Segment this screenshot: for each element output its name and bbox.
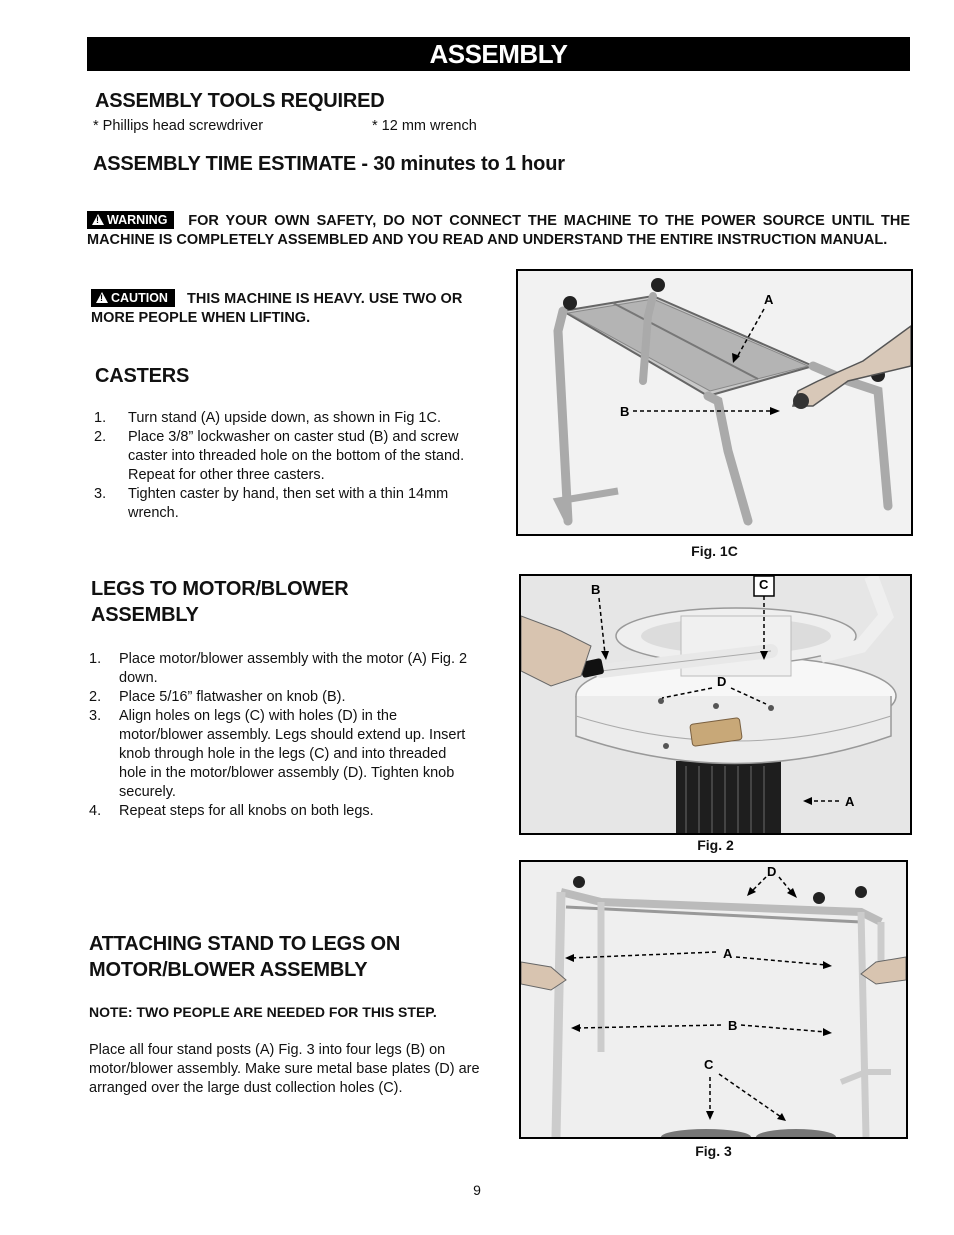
- fig3-label-d: D: [767, 864, 777, 879]
- fig3-label-a: A: [723, 946, 733, 961]
- warning-text: FOR YOUR OWN SAFETY, DO NOT CONNECT THE MACHINE TO THE POWER SOURCE UNTIL THE MACHINE IS COMPLETELY ASSEMBLED AND YOU READ AND UNDERSTAND THE ENTIRE INSTRUCTION MANUAL.: [87, 213, 910, 248]
- caution-text: THIS MACHINE IS HEAVY. USE TWO OR MORE PEOPLE WHEN LIFTING.: [91, 291, 463, 326]
- page-number: 9: [473, 1182, 481, 1198]
- fig2-label-b: B: [591, 582, 601, 597]
- legs-steps: [89, 650, 469, 821]
- figure-3-illustration: [521, 862, 906, 1137]
- figure-2-illustration: [521, 576, 910, 833]
- list-item: 1. Turn stand (A) upside down, as shown in Fig 1C.: [94, 410, 441, 426]
- fig2-label-a: A: [845, 794, 855, 809]
- fig3-label-c: C: [704, 1057, 714, 1072]
- stand-heading: ATTACHING STAND TO LEGS ON MOTOR/BLOWER ASSEMBLY: [89, 933, 401, 981]
- tools-heading: ASSEMBLY TOOLS REQUIRED: [95, 90, 385, 112]
- fig1c-caption: Fig. 1C: [691, 543, 738, 559]
- list-item: 1. Place motor/blower assembly with the motor (A) Fig. 2 down.: [89, 651, 468, 686]
- list-item: 3. Align holes on legs (C) with holes (D) in the motor/blower assembly. Legs should extend up. Insert knob through hole in the legs (C) and into threaded hole in the motor/blower assembly (D). Tighten knob securely.: [89, 708, 466, 800]
- figure-3: [519, 860, 908, 1139]
- fig1c-label-b: B: [620, 404, 630, 419]
- fig1c-label-a: A: [764, 292, 774, 307]
- page-title: ASSEMBLY: [87, 37, 910, 71]
- stand-body: Place all four stand posts (A) Fig. 3 into four legs (B) on motor/blower assembly. Make sure metal base plates (D) are arranged over the large dust collection holes (C).: [89, 1042, 480, 1096]
- legs-heading: LEGS TO MOTOR/BLOWER ASSEMBLY: [91, 578, 349, 626]
- list-item: 2. Place 3/8” lockwasher on caster stud (B) and screw caster into threaded hole on the bottom of the stand. Repeat for other three casters.: [94, 429, 465, 483]
- caution-badge: [91, 289, 175, 307]
- stand-note: NOTE: TWO PEOPLE ARE NEEDED FOR THIS STEP.: [89, 1004, 437, 1020]
- fig2-label-c: C: [759, 577, 769, 592]
- caution-icon: [96, 292, 108, 303]
- list-item: 4. Repeat steps for all knobs on both legs.: [89, 803, 374, 819]
- fig2-label-d: D: [717, 674, 727, 689]
- warning-block: [87, 211, 910, 250]
- tool-item: * 12 mm wrench: [372, 118, 477, 134]
- caution-badge-label: CAUTION: [111, 291, 168, 305]
- time-estimate-heading: ASSEMBLY TIME ESTIMATE - 30 minutes to 1 hour: [93, 153, 565, 175]
- casters-steps: [94, 409, 486, 523]
- fig2-caption: Fig. 2: [697, 837, 734, 853]
- figure-1c: [516, 269, 913, 536]
- figure-1c-illustration: [518, 271, 911, 534]
- list-item: 3. Tighten caster by hand, then set with a thin 14mm wrench.: [94, 486, 449, 521]
- figure-2: [519, 574, 912, 835]
- fig3-caption: Fig. 3: [695, 1143, 732, 1159]
- fig3-label-b: B: [728, 1018, 738, 1033]
- list-item: 2. Place 5/16” flatwasher on knob (B).: [89, 689, 346, 705]
- tool-item: * Phillips head screwdriver: [93, 118, 264, 134]
- casters-heading: CASTERS: [95, 365, 190, 387]
- warning-badge-label: WARNING: [107, 213, 168, 227]
- warning-badge: [87, 211, 174, 229]
- caution-block: [91, 289, 476, 328]
- warning-icon: [92, 214, 104, 225]
